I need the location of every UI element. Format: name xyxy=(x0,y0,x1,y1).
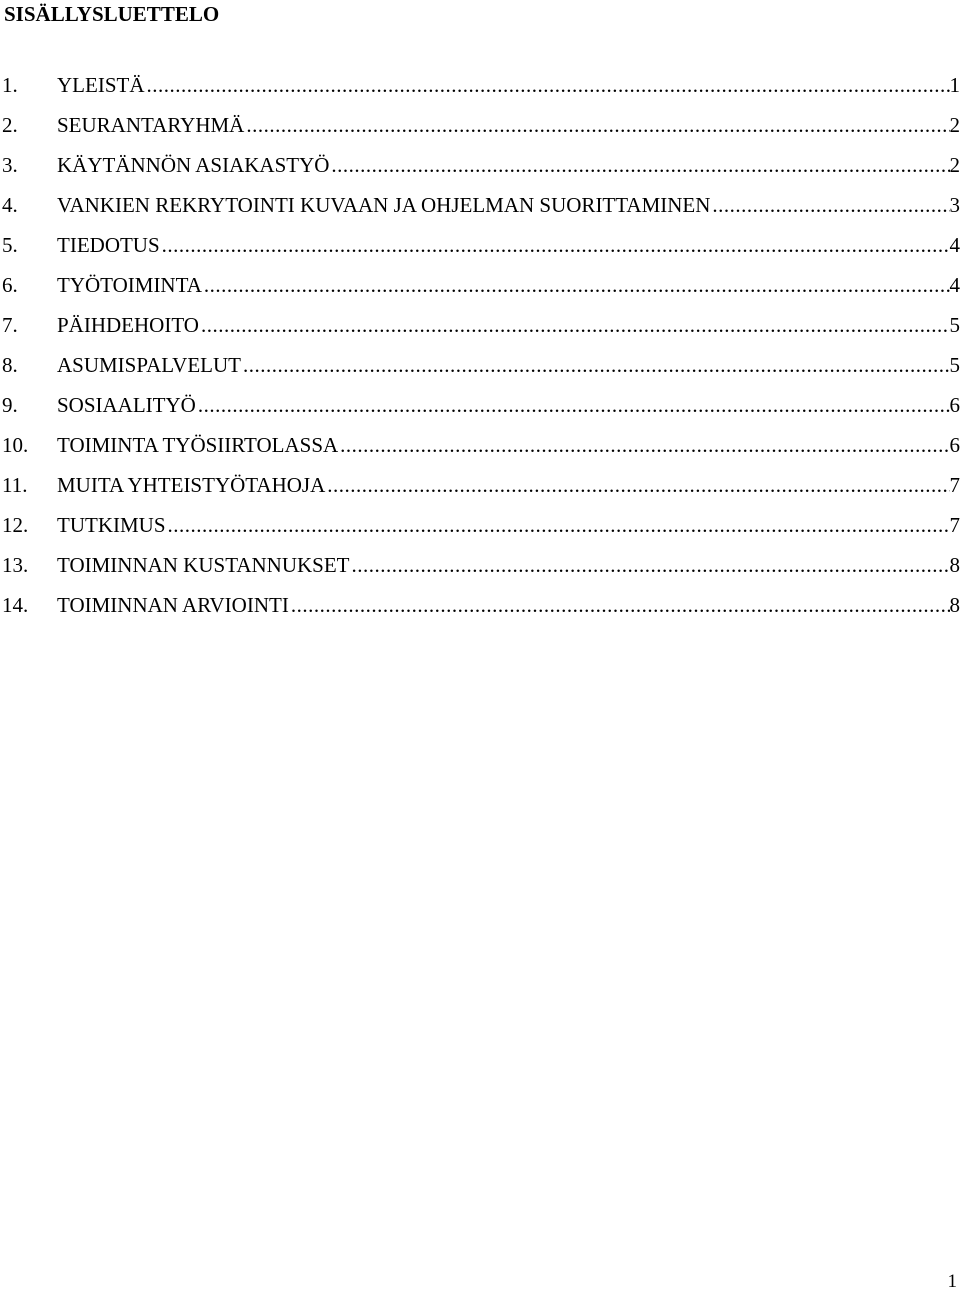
toc-entry-title: TIEDOTUS xyxy=(57,233,160,257)
toc-entry-page: 3 xyxy=(949,193,960,217)
toc-entry-title: YLEISTÄ xyxy=(57,73,145,97)
toc-entry-title: TUTKIMUS xyxy=(57,513,166,537)
toc-dot-leader xyxy=(241,345,950,385)
toc-entry-number: 10. xyxy=(2,433,29,457)
toc-entry-title: MUITA YHTEISTYÖTAHOJA xyxy=(57,473,326,497)
toc-dot-leader xyxy=(166,505,950,545)
toc-entry-title: KÄYTÄNNÖN ASIAKASTYÖ xyxy=(57,153,330,177)
toc-entry[interactable] xyxy=(0,465,960,505)
toc-entry-page: 5 xyxy=(949,353,960,377)
toc-dot-leader xyxy=(202,265,950,305)
toc-entry-title: TOIMINNAN KUSTANNUKSET xyxy=(57,553,350,577)
toc-entry[interactable] xyxy=(0,345,960,385)
toc-dot-leader xyxy=(199,305,950,345)
toc-entry[interactable] xyxy=(0,265,960,305)
toc-entry-number: 8. xyxy=(2,353,18,377)
toc-entry-title: PÄIHDEHOITO xyxy=(57,313,199,337)
toc-entry-page: 6 xyxy=(949,393,960,417)
toc-entry-page: 2 xyxy=(949,113,960,137)
toc-entry[interactable] xyxy=(0,65,960,105)
toc-entry-title: SEURANTARYHMÄ xyxy=(57,113,245,137)
toc-entry[interactable] xyxy=(0,385,960,425)
toc-entry-number: 11. xyxy=(2,473,28,497)
toc-dot-leader xyxy=(160,225,950,265)
toc-entry-title: ASUMISPALVELUT xyxy=(57,353,241,377)
toc-entry-number: 2. xyxy=(2,113,18,137)
toc-dot-leader xyxy=(244,105,949,145)
toc-entry-title: VANKIEN REKRYTOINTI KUVAAN JA OHJELMAN SUORITTAMINEN xyxy=(57,193,711,217)
toc-entry-title: TYÖTOIMINTA xyxy=(57,273,202,297)
toc-dot-leader xyxy=(145,65,950,105)
toc-entry-number: 13. xyxy=(2,553,29,577)
toc-dot-leader xyxy=(338,425,949,465)
toc-entry[interactable] xyxy=(0,225,960,265)
toc-entry-page: 8 xyxy=(949,593,960,617)
toc-entry[interactable] xyxy=(0,305,960,345)
toc-entry[interactable] xyxy=(0,505,960,545)
toc-entry[interactable] xyxy=(0,105,960,145)
toc-entry-number: 6. xyxy=(2,273,18,297)
toc-entry-number: 5. xyxy=(2,233,18,257)
toc-entry-page: 6 xyxy=(949,433,960,457)
table-of-contents xyxy=(0,65,960,625)
toc-entry-title: TOIMINTA TYÖSIIRTOLASSA xyxy=(57,433,339,457)
toc-title: SISÄLLYSLUETTELO xyxy=(4,2,220,26)
toc-entry-page: 5 xyxy=(949,313,960,337)
toc-entry[interactable] xyxy=(0,425,960,465)
toc-entry-page: 7 xyxy=(949,473,960,497)
toc-entry-number: 4. xyxy=(2,193,18,217)
toc-entry-number: 14. xyxy=(2,593,29,617)
toc-entry-number: 12. xyxy=(2,513,29,537)
toc-dot-leader xyxy=(329,145,949,185)
toc-entry-number: 9. xyxy=(2,393,18,417)
toc-entry[interactable] xyxy=(0,185,960,225)
toc-entry[interactable] xyxy=(0,545,960,585)
toc-entry-number: 1. xyxy=(2,73,18,97)
toc-dot-leader xyxy=(196,385,950,425)
toc-entry-page: 4 xyxy=(949,233,960,257)
toc-entry-title: TOIMINNAN ARVIOINTI xyxy=(57,593,289,617)
toc-dot-leader xyxy=(710,185,949,225)
toc-entry-page: 7 xyxy=(949,513,960,537)
toc-entry-page: 8 xyxy=(949,553,960,577)
toc-dot-leader xyxy=(289,585,950,625)
toc-entry-page: 2 xyxy=(949,153,960,177)
toc-dot-leader xyxy=(325,465,949,505)
page-number: 1 xyxy=(947,1271,957,1292)
toc-dot-leader xyxy=(350,545,950,585)
toc-entry[interactable] xyxy=(0,585,960,625)
toc-entry-number: 7. xyxy=(2,313,18,337)
toc-entry-page: 4 xyxy=(949,273,960,297)
toc-entry[interactable] xyxy=(0,145,960,185)
toc-entry-page: 1 xyxy=(949,73,960,97)
toc-entry-number: 3. xyxy=(2,153,18,177)
toc-entry-title: SOSIAALITYÖ xyxy=(57,393,196,417)
